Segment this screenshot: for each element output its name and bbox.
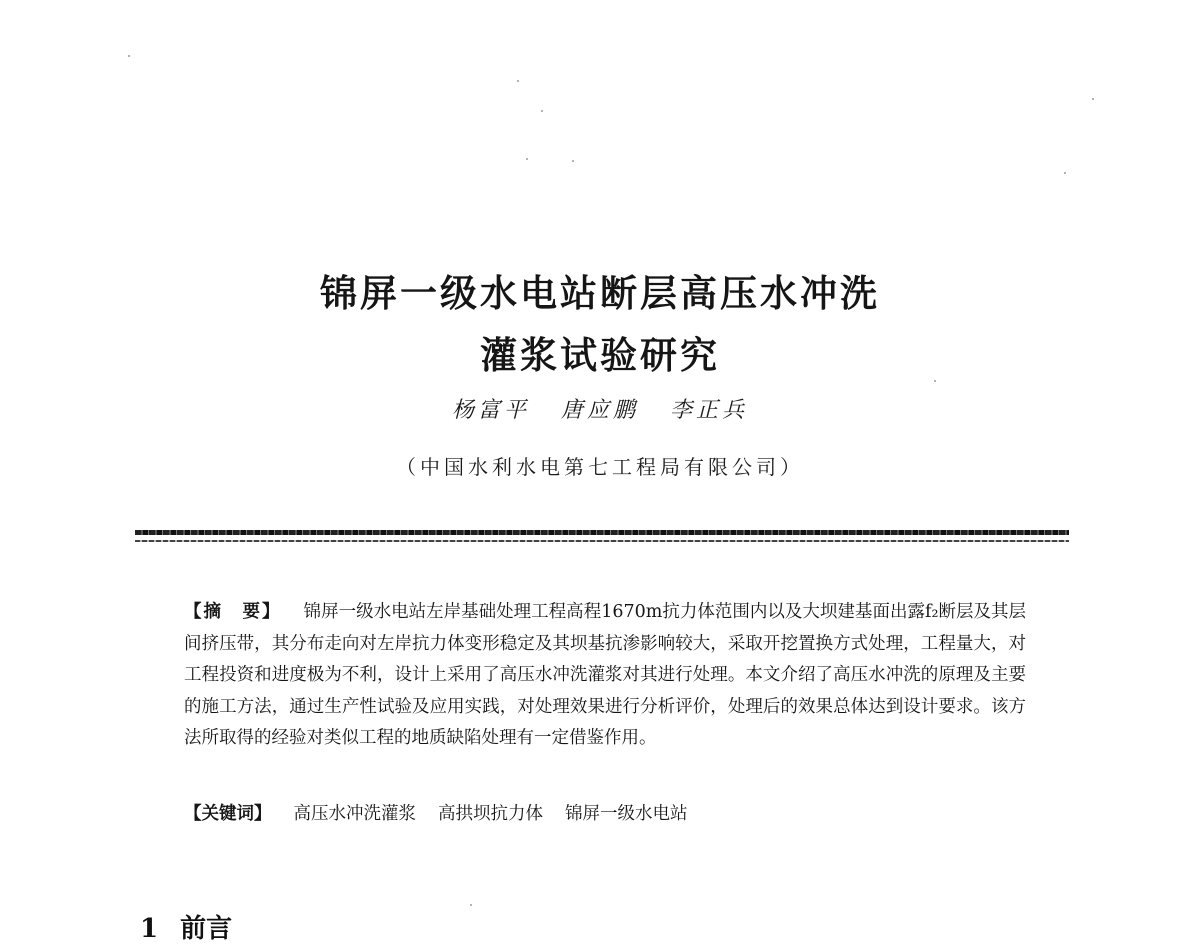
- keyword: 高拱坝抗力体: [438, 804, 543, 824]
- author-affiliation: （中国水利水电第七工程局有限公司）: [396, 455, 804, 479]
- scan-speck: [1064, 172, 1066, 174]
- abstract-block: [184, 597, 1026, 755]
- header-divider: [135, 530, 1069, 535]
- author-name: 杨富平: [451, 398, 530, 423]
- scan-speck: [934, 380, 936, 382]
- author-name: 唐应鹏: [560, 398, 639, 423]
- section-heading: [140, 908, 232, 945]
- scan-speck: [572, 160, 574, 162]
- paper-title-line-2: 灌浆试验研究: [480, 333, 720, 377]
- scan-speck: [128, 55, 130, 57]
- paper-title-line-1: 锦屏一级水电站断层高压水冲洗: [320, 271, 880, 315]
- keyword: 高压水冲洗灌浆: [293, 804, 416, 824]
- author-list: [0, 393, 1200, 424]
- abstract-label: 【摘 要】: [184, 602, 282, 622]
- section-number: 1: [140, 913, 159, 944]
- scan-speck: [517, 80, 519, 82]
- scan-speck: [541, 110, 543, 112]
- keyword: 锦屏一级水电站: [565, 804, 688, 824]
- section-title: 前言: [180, 913, 233, 944]
- header-divider-thin: [135, 540, 1069, 542]
- scan-speck: [470, 904, 472, 906]
- author-name: 李正兵: [670, 398, 749, 423]
- scan-speck: [1092, 98, 1094, 100]
- keywords-label: 【关键词】: [184, 804, 272, 824]
- scan-speck: [526, 158, 528, 160]
- keywords-block: [184, 802, 1026, 826]
- abstract-text: 锦屏一级水电站左岸基础处理工程高程1670m抗力体范围内以及大坝建基面出露f₂断层及其层间挤压带，其分布走向对左岸抗力体变形稳定及其坝基抗渗影响较大，采取开挖置换方式处理，工程量大，对工程投资和进度极为不利，设计上采用了高压水冲洗灌浆对其进行处理。本文介绍了高压水冲洗的原理及主要的施工方法，通过生产性试验及应用实践，对处理效果进行分析评价，处理后的效果总体达到设计要求。该方法所取得的经验对类似工程的地质缺陷处理有一定借鉴作用。: [184, 602, 1026, 749]
